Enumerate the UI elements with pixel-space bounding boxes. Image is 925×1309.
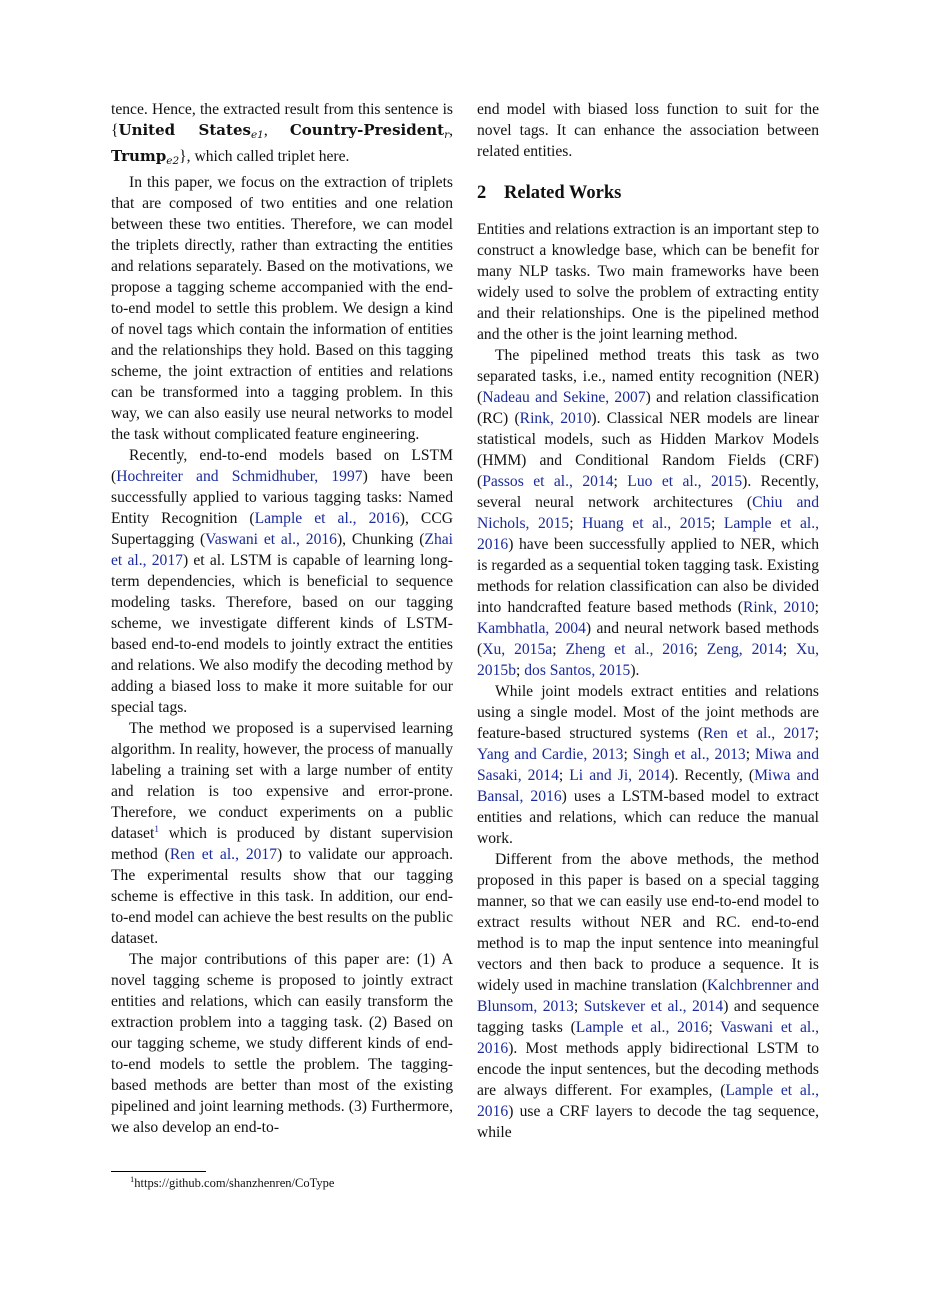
paragraph: end model with biased loss function to suit for the novel tags. It can enhance the association between related entities. xyxy=(477,101,819,160)
footnote-marker[interactable]: 1 xyxy=(154,825,160,835)
citation-link[interactable]: Ren et al., 2017 xyxy=(702,725,815,742)
citation-link[interactable]: Lample et al., 2016 xyxy=(477,515,820,553)
citation-link[interactable]: Zhai et al., 2017 xyxy=(111,531,453,569)
paragraph: In this paper, we focus on the extraction of triplets that are composed of two entities and one relation between these two entities. Therefore, we can model the triplets directly, rather than extracting the entities and relations separately. Based on the motivations, we propose a tagging scheme accompanied with the end-to-end model to settle this problem. We design a kind of novel tags which contain the information of entities and the relationships they hold. Based on this tagging scheme, the joint extraction of entities and relations can be transformed into a tagging problem. In this way, we can also easily use neural networks to model the task without complicated feature engineering. xyxy=(111,174,453,443)
citation-link[interactable]: Sutskever et al., 2014 xyxy=(583,998,724,1015)
paragraph: Recently, end-to-end models based on LSTM (Hochreiter and Schmidhuber, 1997) have been successfully applied to various tagging tasks: Named Entity Recognition (Lample et al., 2016), CCG Supertagging (Vaswani et al., 2016), Chunking (Zhai et al., 2017) et al. LSTM is capable of learning long-term dependencies, which is beneficial to sequence modeling tasks. Therefore, based on our tagging scheme, we investigate different kinds of LSTM-based end-to-end models to jointly extract the entities and relations. We also modify the decoding method by adding a biased loss to make it more suitable for our special tags. xyxy=(111,447,453,716)
citation-link[interactable]: Lample et al., 2016 xyxy=(477,1082,819,1120)
citation-link[interactable]: Passos et al., 2014 xyxy=(482,473,614,490)
citation-link[interactable]: Ren et al., 2017 xyxy=(169,846,278,863)
citation-link[interactable]: Yang and Cardie, 2013 xyxy=(477,746,624,763)
citation-link[interactable]: Rink, 2010 xyxy=(519,410,592,427)
citation-link[interactable]: Vaswani et al., 2016 xyxy=(205,531,337,548)
section-heading xyxy=(477,181,819,205)
paragraph: Different from the above methods, the method proposed in this paper is based on a special tagging manner, so that we can easily use end-to-end model to extract results without NER and RC. end-to-end method is to map the input sentence into meaningful vectors and then back to produce a sequence. It is widely used in machine translation (Kalchbrenner and Blunsom, 2013; Sutskever et al., 2014) and sequence tagging tasks (Lample et al., 2016; Vaswani et al., 2016). Most methods apply bidirectional LSTM to encode the input sentences, but the decoding methods are always different. For examples, (Lample et al., 2016) use a CRF layers to decode the tag sequence, while xyxy=(477,851,820,1141)
triplet-relation: Country-President$_r$ xyxy=(289,121,450,141)
citation-link[interactable]: Singh et al., 2013 xyxy=(632,746,746,763)
citation-link[interactable]: Hochreiter and Schmidhuber, 1997 xyxy=(116,468,363,485)
citation-link[interactable]: Chiu and Nichols, 2015 xyxy=(477,494,819,532)
citation-link[interactable]: Zheng et al., 2016 xyxy=(565,641,694,658)
citation-link[interactable]: Xu, 2015a xyxy=(482,641,553,658)
paragraph: The pipelined method treats this task as two separated tasks, i.e., named entity recognition (NER) (Nadeau and Sekine, 2007) and relation classification (RC) (Rink, 2010). Classical NER models are linear statistical models, such as Hidden Markov Models (HMM) and Conditional Random Fields (CRF) (Passos et al., 2014; Luo et al., 2015). Recently, several neural network architectures (Chiu and Nichols, 2015; Huang et al., 2015; Lample et al., 2016) have been successfully applied to NER, which is regarded as a sequential token tagging task. Existing methods for relation classification can also be divided into handcrafted feature based methods (Rink, 2010; Kambhatla, 2004) and neural network based methods (Xu, 2015a; Zheng et al., 2016; Zeng, 2014; Xu, 2015b; dos Santos, 2015). xyxy=(477,347,820,679)
citation-link[interactable]: dos Santos, 2015 xyxy=(524,662,631,679)
paragraph: Entities and relations extraction is an important step to construct a knowledge base, which can be benefit for many NLP tasks. Two main frameworks have been widely used to solve the problem of extracting entity and their relationships. One is the pipelined method and the other is the joint learning method. xyxy=(477,221,819,343)
left-column xyxy=(111,99,453,1138)
citation-link[interactable]: Huang et al., 2015 xyxy=(582,515,711,532)
citation-link[interactable]: Xu, 2015b xyxy=(477,641,820,679)
section-title: Related Works xyxy=(504,183,622,203)
citation-link[interactable]: Lample et al., 2016 xyxy=(575,1019,709,1036)
citation-link[interactable]: Kalchbrenner and Blunsom, 2013 xyxy=(477,977,820,1015)
citation-link[interactable]: Luo et al., 2015 xyxy=(627,473,743,490)
citation-link[interactable]: Li and Ji, 2014 xyxy=(569,767,670,784)
footnote-divider xyxy=(111,1171,206,1172)
citation-link[interactable]: Lample et al., 2016 xyxy=(254,510,400,527)
section-number: 2 xyxy=(477,183,487,203)
citation-link[interactable]: Zeng, 2014 xyxy=(706,641,783,658)
citation-link[interactable]: Miwa and Bansal, 2016 xyxy=(477,767,820,805)
citation-link[interactable]: Rink, 2010 xyxy=(742,599,815,616)
right-column xyxy=(477,99,819,1143)
citation-link[interactable]: Nadeau and Sekine, 2007 xyxy=(482,389,646,406)
paragraph: The method we proposed is a supervised learning algorithm. In reality, however, the process of manually labeling a training set with a large number of entity and relation is too expensive and error-prone. Therefore, we conduct experiments on a public dataset$^1$ which is produced by distant supervision method (Ren et al., 2017) to validate our approach. The experimental results show that our tagging scheme is effective in this task. In addition, our end-to-end model can achieve the best results on the public dataset. xyxy=(111,720,453,947)
footnote-url[interactable]: https://github.com/shanzhenren/CoType xyxy=(134,1176,335,1190)
triplet-entity-1: United States$_{e1}$ xyxy=(118,121,264,141)
paragraph: While joint models extract entities and relations using a single model. Most of the joint methods are feature-based structured systems (Ren et al., 2017; Yang and Cardie, 2013; Singh et al., 2013; Miwa and Sasaki, 2014; Li and Ji, 2014). Recently, (Miwa and Bansal, 2016) uses a LSTM-based model to extract entities and relations, which can reduce the manual work. xyxy=(477,683,820,847)
paragraph: The major contributions of this paper are: (1) A novel tagging scheme is proposed to jointly extract entities and relations, which can easily transform the extraction problem into a tagging task. (2) Based on our tagging scheme, we study different kinds of end-to-end models to settle the problem. The tagging-based methods are better than most of the existing pipelined and joint learning methods. (3) Furthermore, we also develop an end-to- xyxy=(111,951,453,1136)
triplet-entity-2: Trump$_{e2}$ xyxy=(111,147,180,167)
citation-link[interactable]: Kambhatla, 2004 xyxy=(477,620,586,637)
footnote: $^1$https://github.com/shanzhenren/CoType xyxy=(130,1174,335,1190)
citation-link[interactable]: Vaswani et al., 2016 xyxy=(477,1019,820,1057)
paragraph: tence. Hence, the extracted result from this sentence is {United States$_{e1}$, Country-President$_r$, Trump$_{e2}$}, which called triplet here. xyxy=(111,101,454,167)
citation-link[interactable]: Miwa and Sasaki, 2014 xyxy=(477,746,820,784)
